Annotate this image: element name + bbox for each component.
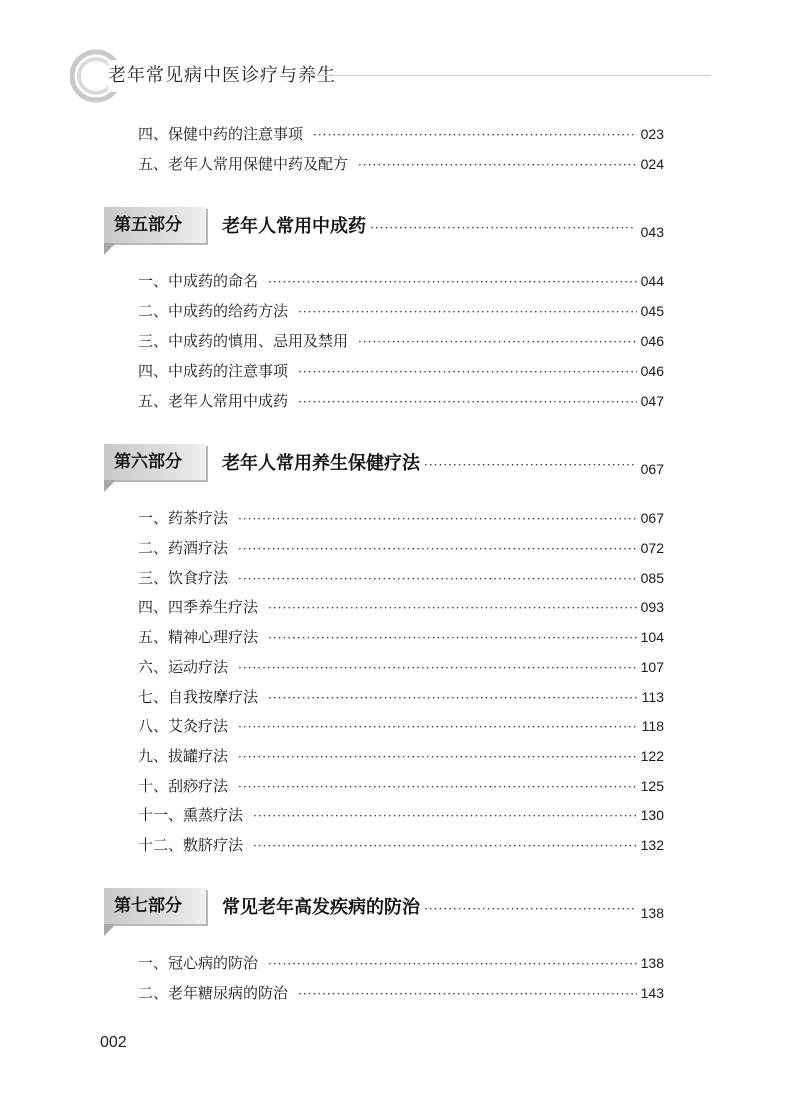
toc-entry-page: 093 bbox=[640, 599, 664, 615]
toc-entry[interactable] bbox=[138, 774, 664, 798]
toc-entry-title: 四、中成药的注意事项 bbox=[138, 362, 289, 380]
section-title: 常见老年高发疾病的防治 bbox=[222, 897, 420, 918]
toc-entry[interactable] bbox=[138, 981, 664, 1005]
toc-entry[interactable] bbox=[138, 714, 664, 738]
toc-entry-page: 072 bbox=[640, 540, 664, 556]
dot-leader bbox=[253, 804, 637, 828]
toc-entry[interactable] bbox=[138, 299, 664, 323]
toc-entry[interactable] bbox=[138, 833, 664, 857]
toc-entry-page: 107 bbox=[640, 659, 664, 675]
section-heading-7[interactable] bbox=[104, 888, 664, 936]
section-badge-label: 第六部分 bbox=[114, 452, 182, 472]
toc-entry-title: 八、艾灸疗法 bbox=[138, 717, 229, 735]
toc-entry[interactable] bbox=[138, 744, 664, 768]
dot-leader bbox=[358, 330, 637, 354]
toc-entry[interactable] bbox=[138, 566, 664, 590]
toc-entry-page: 046 bbox=[640, 333, 664, 349]
toc-entry[interactable] bbox=[138, 359, 664, 383]
toc-entry[interactable] bbox=[138, 329, 664, 353]
toc-entry-title: 十、刮痧疗法 bbox=[138, 777, 229, 795]
toc-entry-page: 125 bbox=[640, 778, 664, 794]
toc-entry[interactable] bbox=[138, 122, 664, 146]
section-badge bbox=[104, 444, 206, 480]
dot-leader bbox=[268, 596, 637, 620]
section-badge-label: 第七部分 bbox=[114, 896, 182, 916]
toc-entry-page: 024 bbox=[640, 156, 664, 172]
toc-entry[interactable] bbox=[138, 625, 664, 649]
section-title-row bbox=[222, 895, 664, 921]
toc-entry-page: 047 bbox=[640, 393, 664, 409]
dot-leader bbox=[370, 221, 635, 235]
book-title: 老年常见病中医诊疗与养生 bbox=[108, 65, 336, 86]
toc-entry-page: 113 bbox=[641, 689, 664, 705]
toc-entry-page: 046 bbox=[640, 363, 664, 379]
toc-entry[interactable] bbox=[138, 506, 664, 530]
dot-leader bbox=[268, 626, 637, 650]
page-number: 002 bbox=[100, 1034, 127, 1051]
toc-entry-page: 118 bbox=[641, 718, 664, 734]
dot-leader bbox=[253, 834, 637, 858]
section-page: 043 bbox=[640, 224, 664, 240]
toc-entry[interactable] bbox=[138, 685, 664, 709]
dot-leader bbox=[238, 507, 637, 531]
dot-leader bbox=[238, 745, 637, 769]
toc-entry-title: 五、精神心理疗法 bbox=[138, 628, 259, 646]
section-page: 138 bbox=[640, 905, 664, 921]
toc-entry-title: 二、老年糖尿病的防治 bbox=[138, 984, 289, 1002]
toc-entry-title: 九、拔罐疗法 bbox=[138, 747, 229, 765]
dot-leader bbox=[238, 715, 638, 739]
toc-entry[interactable] bbox=[138, 655, 664, 679]
toc-entry-title: 三、饮食疗法 bbox=[138, 569, 229, 587]
toc-entry[interactable] bbox=[138, 152, 664, 176]
dot-leader bbox=[298, 982, 637, 1006]
toc-entry-title: 四、四季养生疗法 bbox=[138, 598, 259, 616]
toc-entry-page: 130 bbox=[640, 807, 664, 823]
toc-entry-page: 122 bbox=[640, 748, 664, 764]
section-badge bbox=[104, 207, 206, 243]
toc-entry-page: 067 bbox=[640, 510, 664, 526]
dot-leader bbox=[298, 300, 637, 324]
toc-entry-page: 045 bbox=[640, 303, 664, 319]
dot-leader bbox=[298, 360, 637, 384]
dot-leader bbox=[424, 902, 635, 916]
toc-entry[interactable] bbox=[138, 389, 664, 413]
toc-entry[interactable] bbox=[138, 536, 664, 560]
dot-leader bbox=[298, 390, 637, 414]
section-page: 067 bbox=[640, 461, 664, 477]
toc-entry-title: 十一、熏蒸疗法 bbox=[138, 806, 244, 824]
section-title-row bbox=[222, 214, 664, 240]
toc-entry-page: 023 bbox=[640, 126, 664, 142]
section-heading-6[interactable] bbox=[104, 444, 664, 492]
toc-entry-title: 二、药酒疗法 bbox=[138, 539, 229, 557]
section-title-row bbox=[222, 451, 664, 477]
toc-entry-title: 五、老年人常用保健中药及配方 bbox=[138, 155, 349, 173]
section-badge-label: 第五部分 bbox=[114, 215, 182, 235]
toc-entry-page: 044 bbox=[640, 273, 664, 289]
toc-entry-title: 五、老年人常用中成药 bbox=[138, 392, 289, 410]
dot-leader bbox=[358, 153, 637, 177]
toc-entry[interactable] bbox=[138, 951, 664, 975]
toc-entry-page: 138 bbox=[640, 955, 664, 971]
toc-entry-title: 一、药茶疗法 bbox=[138, 509, 229, 527]
toc-entry-page: 143 bbox=[640, 985, 664, 1001]
toc-entry-title: 二、中成药的给药方法 bbox=[138, 302, 289, 320]
toc-entry-title: 十二、敷脐疗法 bbox=[138, 836, 244, 854]
toc-entry-title: 四、保健中药的注意事项 bbox=[138, 125, 304, 143]
toc-entry-title: 七、自我按摩疗法 bbox=[138, 688, 259, 706]
toc-entry[interactable] bbox=[138, 595, 664, 619]
toc-entry-title: 六、运动疗法 bbox=[138, 658, 229, 676]
dot-leader bbox=[268, 952, 637, 976]
dot-leader bbox=[424, 458, 635, 472]
section-badge bbox=[104, 888, 206, 924]
dot-leader bbox=[238, 567, 637, 591]
toc-entry-page: 085 bbox=[640, 570, 664, 586]
toc-entry-title: 一、中成药的命名 bbox=[138, 272, 259, 290]
toc-entry[interactable] bbox=[138, 269, 664, 293]
dot-leader bbox=[238, 537, 637, 561]
dot-leader bbox=[313, 123, 637, 147]
toc-entry-page: 132 bbox=[640, 837, 664, 853]
dot-leader bbox=[238, 775, 637, 799]
toc-entry[interactable] bbox=[138, 803, 664, 827]
toc-entry-title: 三、中成药的慎用、忌用及禁用 bbox=[138, 332, 349, 350]
section-title: 老年人常用养生保健疗法 bbox=[222, 453, 420, 474]
toc-entry-title: 一、冠心病的防治 bbox=[138, 954, 259, 972]
dot-leader bbox=[238, 656, 637, 680]
dot-leader bbox=[268, 686, 638, 710]
section-title: 老年人常用中成药 bbox=[222, 216, 366, 237]
toc-entry-page: 104 bbox=[640, 629, 664, 645]
section-heading-5[interactable] bbox=[104, 207, 664, 255]
dot-leader bbox=[268, 270, 637, 294]
